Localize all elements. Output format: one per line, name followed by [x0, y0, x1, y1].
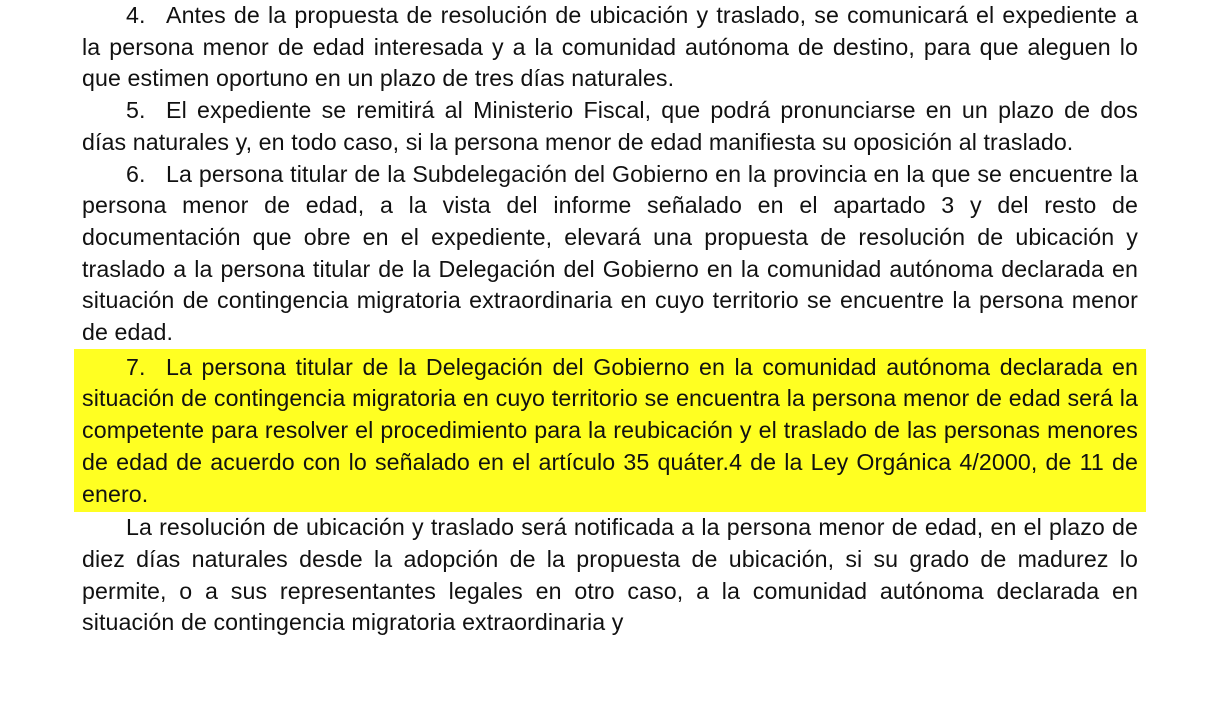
document-page: [82, 0, 1138, 639]
paragraph-number: 4.: [126, 2, 146, 28]
paragraph-text: El expediente se remitirá al Ministerio Fiscal, que podrá pronunciarse en un plazo de dos días naturales y, en todo caso, si la persona menor de edad manifiesta su oposición al traslado.: [82, 97, 1138, 155]
paragraph-7: [82, 352, 1138, 511]
paragraph-number: 5.: [126, 97, 146, 124]
paragraph-6: [82, 159, 1138, 349]
highlighted-paragraph-block: [74, 349, 1146, 513]
paragraph-5: [82, 95, 1138, 158]
paragraph-notification: [82, 512, 1138, 639]
paragraph-number: 7.: [126, 353, 146, 380]
paragraph-text: La resolución de ubicación y traslado será notificada a la persona menor de edad, en el plazo de diez días naturales desde la adopción de la propuesta de ubicación, si su grado de madurez lo permite, o a sus representantes legales en otro caso, a la comunidad autónoma declarada en situación de contingencia migratoria extraordinaria y: [82, 514, 1138, 636]
paragraph-text: La persona titular de la Subdelegación del Gobierno en la provincia en la que se encuentre la persona menor de edad, a la vista del informe señalado en el apartado 3 y del resto de documentación que obre en el expediente, elevará una propuesta de resolución de ubicación y traslado a la persona titular de la Delegación del Gobierno en la comunidad autónoma declarada en situación de contingencia migratoria extraordinaria en cuyo territorio se encuentre la persona menor de edad.: [82, 160, 1138, 346]
paragraph-text: La persona titular de la Delegación del Gobierno en la comunidad autónoma declarada en situación de contingencia migratoria en cuyo territorio se encuentra la persona menor de edad será la competente para resolver el procedimiento para la reubicación y el traslado de las personas menores de edad de acuerdo con lo señalado en el artículo 35 quáter.4 de la Ley Orgánica 4/2000, de 11 de enero.: [82, 353, 1138, 507]
paragraph-4: [82, 0, 1138, 95]
paragraph-text: Antes de la propuesta de resolución de ubicación y traslado, se comunicará el expediente a la persona menor de edad interesada y a la comunidad autónoma de destino, para que aleguen lo que estimen oportuno en un plazo de tres días naturales.: [82, 2, 1138, 92]
paragraph-number: 6.: [126, 160, 146, 187]
